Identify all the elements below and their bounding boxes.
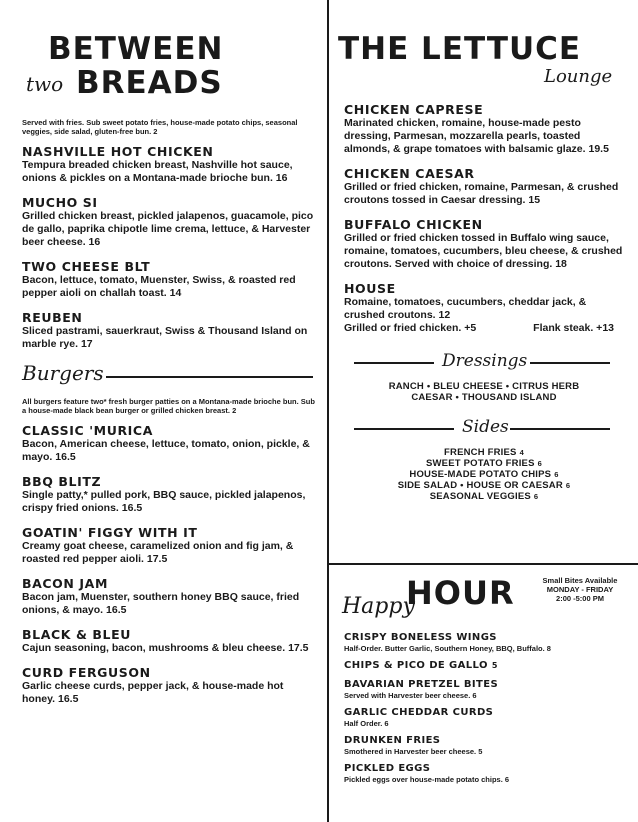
dressings-rule-right bbox=[530, 362, 610, 364]
item-name-text: CHICKEN CAESAR bbox=[344, 166, 475, 181]
sides-script-title: Sides bbox=[462, 417, 509, 437]
item-name-text: CLASSIC 'MURICA bbox=[22, 423, 153, 438]
side-item bbox=[344, 458, 624, 469]
side-price: 4 bbox=[519, 448, 524, 457]
burgers-rule bbox=[106, 376, 313, 378]
side-price: 6 bbox=[537, 459, 542, 468]
side-item bbox=[344, 491, 624, 502]
menu-item bbox=[344, 632, 626, 653]
item-name-text: CRISPY BONELESS WINGS bbox=[344, 632, 497, 643]
item-desc: Bacon, lettuce, tomato, Muenster, Swiss, & roasted red pepper aioli on challah toast. 14 bbox=[22, 274, 296, 299]
menu-item bbox=[22, 627, 317, 655]
item-name-text: GARLIC CHEDDAR CURDS bbox=[344, 707, 494, 718]
sides-rule-left bbox=[354, 428, 454, 430]
item-desc: Creamy goat cheese, caramelized onion and fig jam, & roasted red pepper aioli. 17.5 bbox=[22, 540, 294, 565]
item-name-text: CHICKEN CAPRESE bbox=[344, 102, 484, 117]
item-desc: Grilled or fried chicken tossed in Buffalo wing sauce, romaine, tomatoes, cucumbers, bleu cheese, & crushed croutons. Served with choice of dressing. 18 bbox=[344, 232, 623, 270]
right-column bbox=[338, 26, 624, 502]
item-name-text: DRUNKEN FRIES bbox=[344, 735, 441, 746]
item-name bbox=[344, 763, 626, 775]
happy-hour-section bbox=[344, 574, 626, 791]
item-name bbox=[344, 166, 624, 181]
item-name bbox=[22, 627, 317, 642]
menu-item bbox=[22, 310, 317, 351]
lettuce-lounge-title bbox=[338, 26, 624, 94]
menu-item bbox=[22, 423, 317, 464]
item-name-text: BAVARIAN PRETZEL BITES bbox=[344, 679, 499, 690]
item-name-text: BACON JAM bbox=[22, 576, 108, 591]
sandwich-list bbox=[22, 144, 317, 351]
item-desc: Bacon, American cheese, lettuce, tomato, onion, pickle, & mayo. 16.5 bbox=[22, 438, 310, 463]
happy-hour-list bbox=[344, 632, 626, 784]
burgers-intro: All burgers feature two* fresh burger patties on a Montana-made brioche bun. Sub a house-made black bean burger or grilled chicken breast. 2 bbox=[22, 397, 315, 415]
dressings-heading bbox=[344, 351, 624, 375]
menu-item bbox=[344, 735, 626, 756]
item-name bbox=[22, 576, 317, 591]
house-addons bbox=[344, 322, 624, 335]
item-name-text: PICKLED EGGS bbox=[344, 763, 431, 774]
menu-item bbox=[22, 576, 317, 617]
item-name bbox=[22, 423, 317, 438]
menu-item bbox=[22, 474, 317, 515]
sides-list bbox=[344, 447, 624, 502]
item-desc: Sliced pastrami, sauerkraut, Swiss & Thousand Island on marble rye. 17 bbox=[22, 325, 308, 350]
item-name bbox=[22, 144, 317, 159]
item-name bbox=[344, 660, 626, 672]
item-name bbox=[344, 707, 626, 719]
burgers-script-title: Burgers bbox=[22, 361, 104, 385]
left-column bbox=[22, 26, 317, 716]
item-desc: Grilled chicken breast, pickled jalapenos, guacamole, pico de gallo, paprika chipotle lime crema, lettuce, & Harvester beer cheese. 16 bbox=[22, 210, 314, 248]
item-name bbox=[22, 665, 317, 680]
item-desc: Pickled eggs over house-made potato chips. 6 bbox=[344, 775, 510, 784]
menu-item bbox=[344, 660, 626, 672]
sandwich-intro: Served with fries. Sub sweet potato fries, house-made potato chips, seasonal veggies, side salad, gluten-free bun. 2 bbox=[22, 118, 298, 136]
note-line-3: 2:00 -5:00 PM bbox=[556, 594, 604, 603]
item-name bbox=[22, 195, 317, 210]
item-name-text: BUFFALO CHICKEN bbox=[344, 217, 483, 232]
item-name-text: CHIPS & PICO DE GALLO bbox=[344, 660, 488, 671]
dressings-line-2: CAESAR • THOUSAND ISLAND bbox=[411, 392, 557, 403]
item-name-text: NASHVILLE HOT CHICKEN bbox=[22, 144, 214, 159]
burger-list bbox=[22, 423, 317, 706]
menu-item bbox=[344, 166, 624, 207]
dressings-list bbox=[344, 381, 624, 403]
menu-item bbox=[344, 102, 624, 156]
item-desc: Garlic cheese curds, pepper jack, & house-made hot honey. 16.5 bbox=[22, 680, 284, 705]
item-desc: Served with Harvester beer cheese. 6 bbox=[344, 691, 477, 700]
menu-item bbox=[22, 144, 317, 185]
item-name bbox=[344, 102, 624, 117]
item-desc: Tempura breaded chicken breast, Nashville hot sauce, onions & pickles on a Montana-made brioche bun. 16 bbox=[22, 159, 293, 184]
item-desc: Cajun seasoning, bacon, mushrooms & bleu cheese. 17.5 bbox=[22, 642, 309, 654]
item-desc: Half-Order. Butter Garlic, Southern Honey, BBQ, Buffalo. 8 bbox=[344, 644, 551, 653]
menu-item bbox=[22, 195, 317, 249]
sides-heading bbox=[344, 417, 624, 441]
item-name bbox=[344, 735, 626, 747]
item-desc: Romaine, tomatoes, cucumbers, cheddar jack, & crushed croutons. 12 bbox=[344, 296, 587, 321]
item-name bbox=[22, 310, 317, 325]
item-name bbox=[344, 679, 626, 691]
menu-item bbox=[344, 679, 626, 700]
side-price: 6 bbox=[554, 470, 559, 479]
side-item bbox=[344, 469, 624, 480]
note-line-2: MONDAY - FRIDAY bbox=[546, 585, 614, 594]
side-price: 6 bbox=[533, 492, 539, 501]
title-between: BETWEEN bbox=[48, 31, 224, 67]
menu-item bbox=[22, 259, 317, 300]
item-name bbox=[22, 474, 317, 489]
side-price: 6 bbox=[565, 481, 571, 490]
item-name-text: BBQ BLITZ bbox=[22, 474, 102, 489]
title-script-lounge: Lounge bbox=[544, 66, 613, 87]
side-name: HOUSE-MADE POTATO CHIPS bbox=[409, 469, 552, 480]
item-name-text: MUCHO SI bbox=[22, 195, 98, 210]
dressings-line-1: RANCH • BLEU CHEESE • CITRUS HERB bbox=[388, 381, 580, 392]
side-item bbox=[344, 447, 624, 458]
note-line-1: Small Bites Available bbox=[542, 576, 618, 585]
item-name bbox=[22, 259, 317, 274]
item-name bbox=[22, 525, 317, 540]
vertical-divider bbox=[327, 0, 329, 822]
between-breads-title bbox=[22, 26, 317, 100]
side-name: SWEET POTATO FRIES bbox=[425, 458, 535, 469]
addon-steak: Flank steak. +13 bbox=[533, 322, 614, 334]
item-desc: Single patty,* pulled pork, BBQ sauce, pickled jalapenos, crispy fried onions. 16.5 bbox=[22, 489, 306, 514]
menu-item bbox=[344, 763, 626, 784]
item-desc: Bacon jam, Muenster, southern honey BBQ sauce, fried onions, & mayo. 16.5 bbox=[22, 591, 300, 616]
title-hour: HOUR bbox=[406, 574, 515, 612]
item-name bbox=[344, 632, 626, 644]
title-the-lettuce: THE LETTUCE bbox=[338, 31, 582, 67]
menu-item bbox=[344, 707, 626, 728]
side-item bbox=[344, 480, 624, 491]
menu-item bbox=[22, 665, 317, 706]
title-script-two: two bbox=[26, 72, 64, 96]
side-name: FRENCH FRIES bbox=[444, 447, 517, 458]
item-desc: Smothered in Harvester beer cheese. 5 bbox=[344, 747, 483, 756]
item-name bbox=[344, 217, 624, 232]
addon-chicken: Grilled or fried chicken. +5 bbox=[344, 322, 477, 334]
burgers-heading bbox=[22, 361, 317, 391]
item-name-text: CURD FERGUSON bbox=[22, 665, 151, 680]
item-name-text: TWO CHEESE BLT bbox=[22, 259, 151, 274]
item-name-text: REUBEN bbox=[22, 310, 83, 325]
item-desc: Half Order. 6 bbox=[344, 719, 389, 728]
side-name: SIDE SALAD • HOUSE OR CAESAR bbox=[397, 480, 563, 491]
item-desc: Grilled or fried chicken, romaine, Parmesan, & crushed croutons tossed in Caesar dressing. 15 bbox=[344, 181, 619, 206]
happy-hour-note bbox=[534, 576, 626, 603]
item-desc: Marinated chicken, romaine, house-made pesto dressing, Parmesan, mozzarella pearls, toasted almonds, & grape tomatoes with balsamic glaze. 19.5 bbox=[344, 117, 609, 155]
happy-hour-title bbox=[344, 574, 626, 632]
side-name: SEASONAL VEGGIES bbox=[429, 491, 531, 502]
salad-list bbox=[344, 102, 624, 271]
menu-item bbox=[344, 217, 624, 271]
item-price: 5 bbox=[491, 661, 498, 670]
title-script-happy: Happy bbox=[342, 594, 415, 619]
item-name-text: GOATIN' FIGGY WITH IT bbox=[22, 525, 198, 540]
item-name-text: BLACK & BLEU bbox=[22, 627, 132, 642]
sides-rule-right bbox=[510, 428, 610, 430]
item-name: HOUSE bbox=[344, 281, 396, 296]
dressings-rule-left bbox=[354, 362, 434, 364]
dressings-script-title: Dressings bbox=[442, 351, 528, 371]
menu-item-house bbox=[344, 281, 624, 335]
title-breads: BREADS bbox=[76, 65, 223, 101]
happy-hour-divider bbox=[329, 563, 638, 565]
menu-item bbox=[22, 525, 317, 566]
